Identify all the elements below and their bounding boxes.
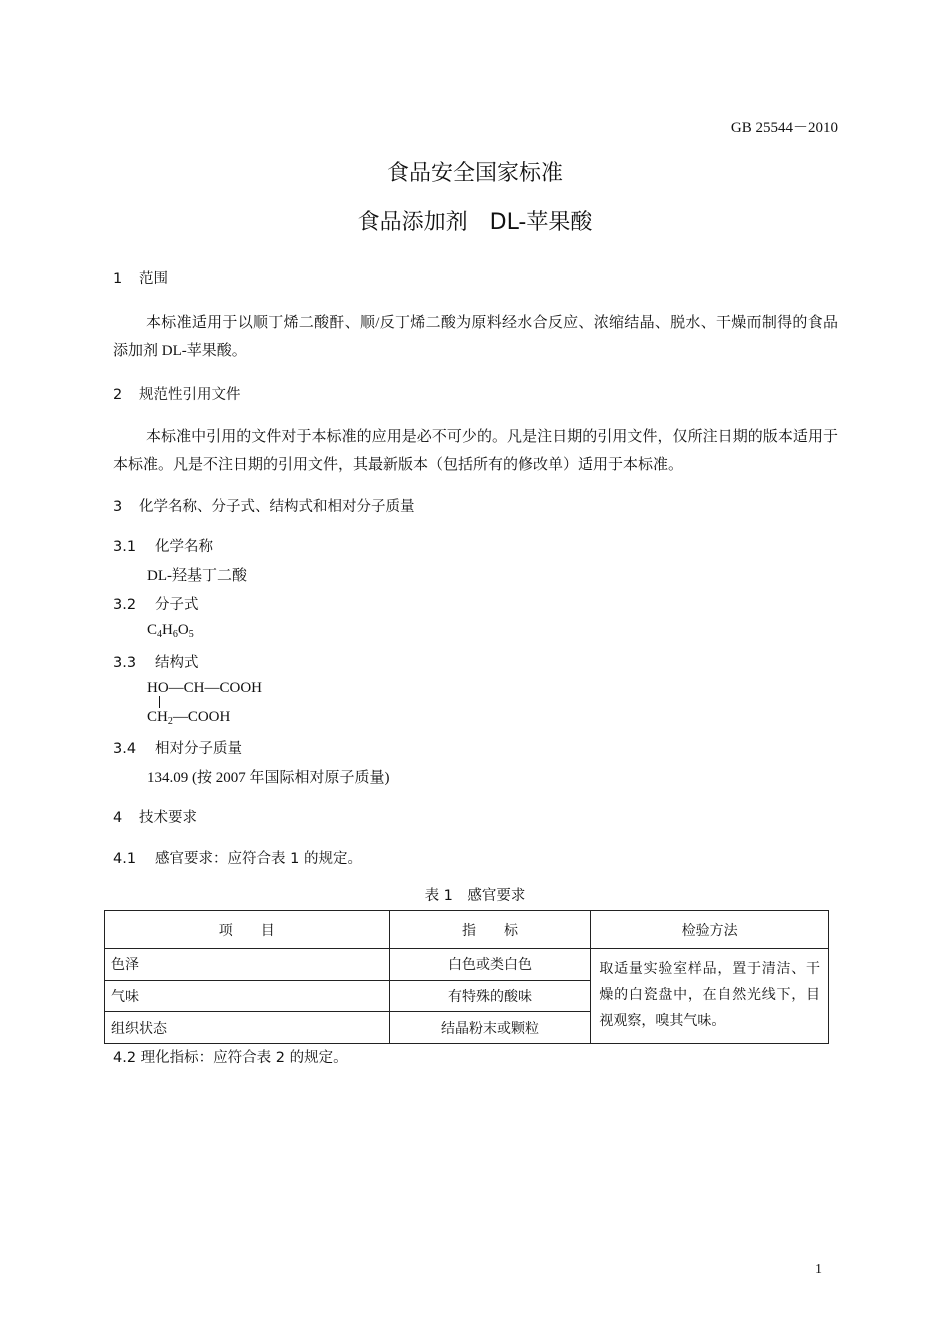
section-3-4-heading (113, 737, 242, 758)
standard-code: GB 25544－2010 (730, 120, 838, 136)
molecular-formula: $C_4H_6O_5$ (147, 622, 194, 640)
header-indicator: 指 标 (389, 911, 591, 949)
section-3-heading (113, 495, 415, 516)
chemical-name: DL-羟基丁二酸 (147, 568, 247, 584)
page-number: 1 (815, 1262, 822, 1277)
section-number: 1 (113, 271, 123, 287)
cell-indicator: 白色或类白色 (389, 949, 591, 981)
cell-item: 气味 (105, 980, 390, 1012)
section-number: 3.4 (113, 741, 137, 757)
table-1-caption: 表 1 感官要求 (424, 888, 526, 904)
molecular-mass: 134.09 (按 2007 年国际相对原子质量) (147, 770, 390, 786)
section-3-1-heading (113, 535, 213, 556)
section-title: 化学名称、分子式、结构式和相对分子质量 (139, 499, 415, 515)
section-3-2-heading (113, 593, 199, 614)
sensory-requirements-table (104, 910, 829, 1044)
section-1-heading (113, 267, 168, 288)
section-title: 分子式 (155, 597, 199, 613)
cell-item: 色泽 (105, 949, 390, 981)
table-row (105, 949, 829, 981)
structural-formula-line-2: $CH_2—COOH$ (147, 709, 231, 727)
section-title: 规范性引用文件 (139, 387, 241, 403)
header-method: 检验方法 (591, 911, 829, 949)
section-4-2-heading: 4.2 理化指标：应符合表 2 的规定。 (113, 1050, 348, 1066)
standard-title: 食品安全国家标准 (386, 161, 563, 186)
section-2-body: 本标准中引用的文件对于本标准的应用是必不可少的。凡是注日期的引用文件，仅所注日期的版本适用于本标准。凡是不注日期的引用文件，其最新版本（包括所有的修改单）适用于本标准。 (113, 429, 838, 473)
section-title: 结构式 (155, 655, 199, 671)
section-number: 2 (113, 387, 123, 403)
cell-indicator: 结晶粉末或颗粒 (389, 1012, 591, 1044)
section-4-1-heading (113, 847, 362, 868)
section-title: 范围 (139, 271, 168, 287)
table-header-row (105, 911, 829, 949)
section-1-body: 本标准适用于以顺丁烯二酸酐、顺/反丁烯二酸为原料经水合反应、浓缩结晶、脱水、干燥而制得的食品添加剂 DL-苹果酸。 (113, 315, 838, 359)
section-number: 4 (113, 810, 123, 826)
cell-indicator: 有特殊的酸味 (389, 980, 591, 1012)
section-number: 3.1 (113, 539, 137, 555)
section-title: 相对分子质量 (155, 741, 242, 757)
structural-bond-line (159, 696, 160, 708)
product-title: 食品添加剂 DL-苹果酸 (357, 210, 593, 235)
section-3-3-heading (113, 651, 199, 672)
section-number: 3.2 (113, 597, 137, 613)
header-item: 项 目 (105, 911, 390, 949)
section-4-heading (113, 806, 197, 827)
section-title: 感官要求：应符合表 1 的规定。 (155, 851, 362, 867)
cell-item: 组织状态 (105, 1012, 390, 1044)
section-number: 3 (113, 499, 123, 515)
structural-formula-line-1: HO—CH—COOH (147, 680, 263, 696)
section-number: 4.1 (113, 851, 137, 867)
section-title: 技术要求 (139, 810, 197, 826)
section-number: 3.3 (113, 655, 137, 671)
section-2-heading (113, 383, 241, 404)
cell-method: 取适量实验室样品，置于清洁、干燥的白瓷盘中，在自然光线下，目视观察，嗅其气味。 (591, 949, 829, 1044)
section-title: 化学名称 (155, 539, 213, 555)
